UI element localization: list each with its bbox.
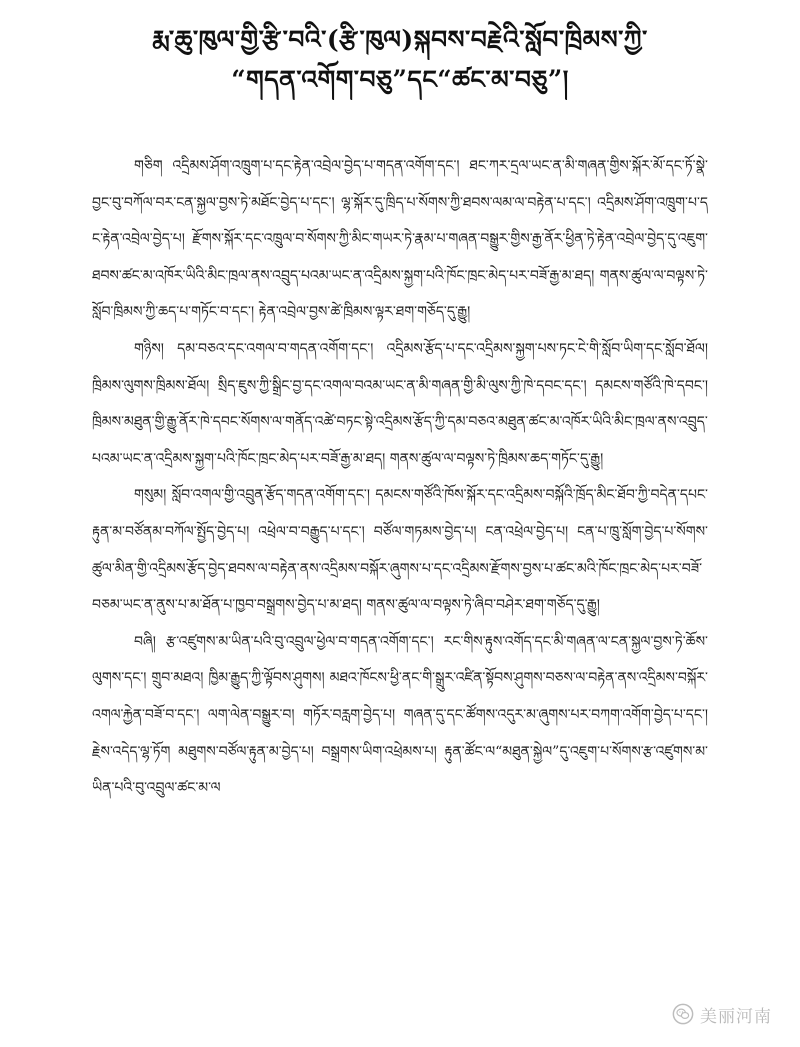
watermark-text: 美丽河南 — [700, 1006, 772, 1027]
title-line-1: རྨ་ཆུ་ཁུལ་གྱི་རྩི་བའི་(རྩི་ཁུལ)སྐབས་བརྗེའི་སློབ་ཁྲིམས་ཀྱི་ — [152, 25, 648, 54]
paragraph-2: གཉིས། དམ་བཅའ་དང་འགལ་བ་གདན་འགོག་དང་། འདྲིམས་རྩོད་པ་དང་འདྲིམས་སྐྱག་པས་ཏང་ངེ་གི་སློབ་ཡིག་དང་སློབ་ཐོལ། ཁྲིམས་ལུགས་ཁྲིམས་ཐོལ། སྲིད་ཇུས་ཀྱི་སྒྲིང་བྱ་དང་འགལ་བའམ་ཡང་ན་མི་གཞན་གྱི་མི་ལུས་ཀྱི་ཁེ་དབང་དང་། དམངས་གཙོའི་ཁེ་དབང་། ཁྲིམས་མཐུན་གྱི་རྒྱུ་ནོར་ཁེ་དབང་སོགས་ལ་གནོད་འཚེ་བཏང་སྟེ་འདྲིམས་རྩོད་ཀྱི་དམ་བཅའ་མཐུན་ཚང་མ་འཁོར་ཡིའི་མིང་ཁྲལ་ནས་འབྲུད་པའམ་ཡང་ན་འདྲིམས་སྐྱག་པའི་ཁོང་ཁྲང་མེད་པར་བཟོ་རྒྱ་མ་ཐད། གནས་ཚུལ་ལ་བལྟས་ཏེ་ཁྲིམས་ཆད་གཏོང་དུ་རྒྱུ། — [92, 340, 708, 467]
paragraph-1: གཅིག འདྲིམས་ཤོག་འཁྲུག་པ་དང་རྟེན་འབྲེལ་བྱེད་པ་གདན་འགོག་དང་། ཐང་ཀར་དྲལ་ཡང་ན་མི་གཞན་གྱིས་སྐོར་མོ་དང་ཏོ་སྣེ་བྱང་བུ་བཀོལ་བར་ངན་སྐྱལ་བྱས་ཏེ་མཐོང་བྱེད་པ་དང་། ལྷ་སྐོར་དུ་ཁྲིད་པ་སོགས་ཀྱི་ཐབས་ལམ་ལ་བརྟེན་པ་དང་། འདྲིམས་ཤོག་འཁྲུག་པ་དང་རྟེན་འབྲེལ་བྱེད་པ། རྫོགས་སྐོར་དང་འཁྲུལ་བ་སོགས་ཀྱི་མིང་གཡར་ཏེ་རྣམ་པ་གཞན་བསྒྱུར་གྱིས་རྒྱ་ནོར་ཕྱིན་ཏེ་རྟེན་འབྲེལ་བྱེད་དུ་འཇུག་ཐབས་ཚང་མ་འཁོར་ཡིའི་མིང་ཁྲལ་ནས་འབྲུད་པའམ་ཡང་ན་འདྲིམས་སྐྱག་པའི་ཁོང་ཁྲང་མེད་པར་བཟོ་རྒྱ་མ་ཐད། གནས་ཚུལ་ལ་བལྟས་ཏེ་སློབ་ཁྲིམས་ཀྱི་ཆད་པ་གཏོང་བ་དང་། རྟེན་འབྲེལ་བྱས་ཚེ་ཁྲིམས་ལྟར་ཐག་གཅོད་དུ་རྒྱུ། — [92, 158, 708, 321]
wechat-watermark — [672, 1001, 772, 1027]
wechat-logo-icon — [672, 1003, 694, 1025]
paragraph-3: གསུམ། སློབ་འགལ་གྱི་འབྲུན་རྩོད་གདན་འགོག་དང་། དམངས་གཙོའི་ཁོས་སྐོར་དང་འདྲིམས་བསྐོའི་ཁྲོད་མིང་ཐོབ་ཀྱི་བདེན་དཔང་རྟུན་མ་བཙོནམ་བཀོལ་སྤྱོད་བྱེད་པ། འཕྲེལ་བ་བརྒྱུད་པ་དང་། བཙོལ་གཏམས་བྱེད་པ། ངན་འཕྲེལ་བྱེད་པ། ངན་པ་ཁྲུ་སློག་བྱེད་པ་སོགས་ཚུལ་མིན་གྱི་འདྲིམས་རྩོད་བྱེད་ཐབས་ལ་བརྟེན་ནས་འདྲིམས་བསྐོར་ཞུགས་པ་དང་འདྲིམས་རྫོགས་བྱས་པ་ཚང་མའི་ཁོང་ཁྲང་མེད་པར་བཟོ་བཅམ་ཡང་ན་ནུས་པ་མ་ཐོན་པ་ཁྱབ་བསྒྲགས་བྱེད་པ་མ་ཐད། གནས་ཚུལ་ལ་བལྟས་ཏེ་ཞིབ་བཤེར་ཐག་གཅོད་དུ་རྒྱུ། — [92, 487, 708, 614]
paragraph-4: བཞི། རྩ་འཛུགས་མ་ཡིན་པའི་བུ་འབྲུལ་ཕྱེལ་བ་གདན་འགོག་དང་། རང་གིས་རྟུས་འགོད་དང་མི་གཞན་ལ་ངན་སྐྱལ་བྱས་ཏེ་ཆོས་ལུགས་དང་། གྲུབ་མཐའ། ཁྱིམ་རྒྱུད་ཀྱི་ལྟོབས་ཤུགས། མཐའ་ཁོངས་ཕྱི་ནང་གི་སྒྲུར་འཛིན་སྟོབས་ཤུགས་བཅས་ལ་བརྟེན་ནས་འདྲིམས་བསྐོར་འགལ་རྐྱེན་བཟོ་བ་དང་། ལག་ལེན་བསྒྱུར་བ། གཏོར་བརླག་བྱེད་པ། གཞན་དུ་དང་ཚོགས་འདུར་མ་ཞུགས་པར་བཀག་འགོག་བྱེད་པ་དང་། རྗེས་འདེད་ལྷ་ཏོག མཐུགས་བཙོལ་རྟུན་མ་བྱེད་པ། བསྒྲགས་ཡིག་འཕྲེམས་པ། རྟུན་ཚོང་ལ“མཐུན་སྐྱེལ”དུ་འཇུག་པ་སོགས་རྩ་འཛུགས་མ་ཡིན་པའི་བུ་འབྲུལ་ཚང་མ་ལ — [92, 633, 708, 797]
document-body — [92, 148, 708, 807]
title-line-2: “གདན་འགོག་བཅུ”དང“ཚང་མ་བཅུ”། — [231, 65, 569, 94]
document-title — [60, 20, 740, 100]
